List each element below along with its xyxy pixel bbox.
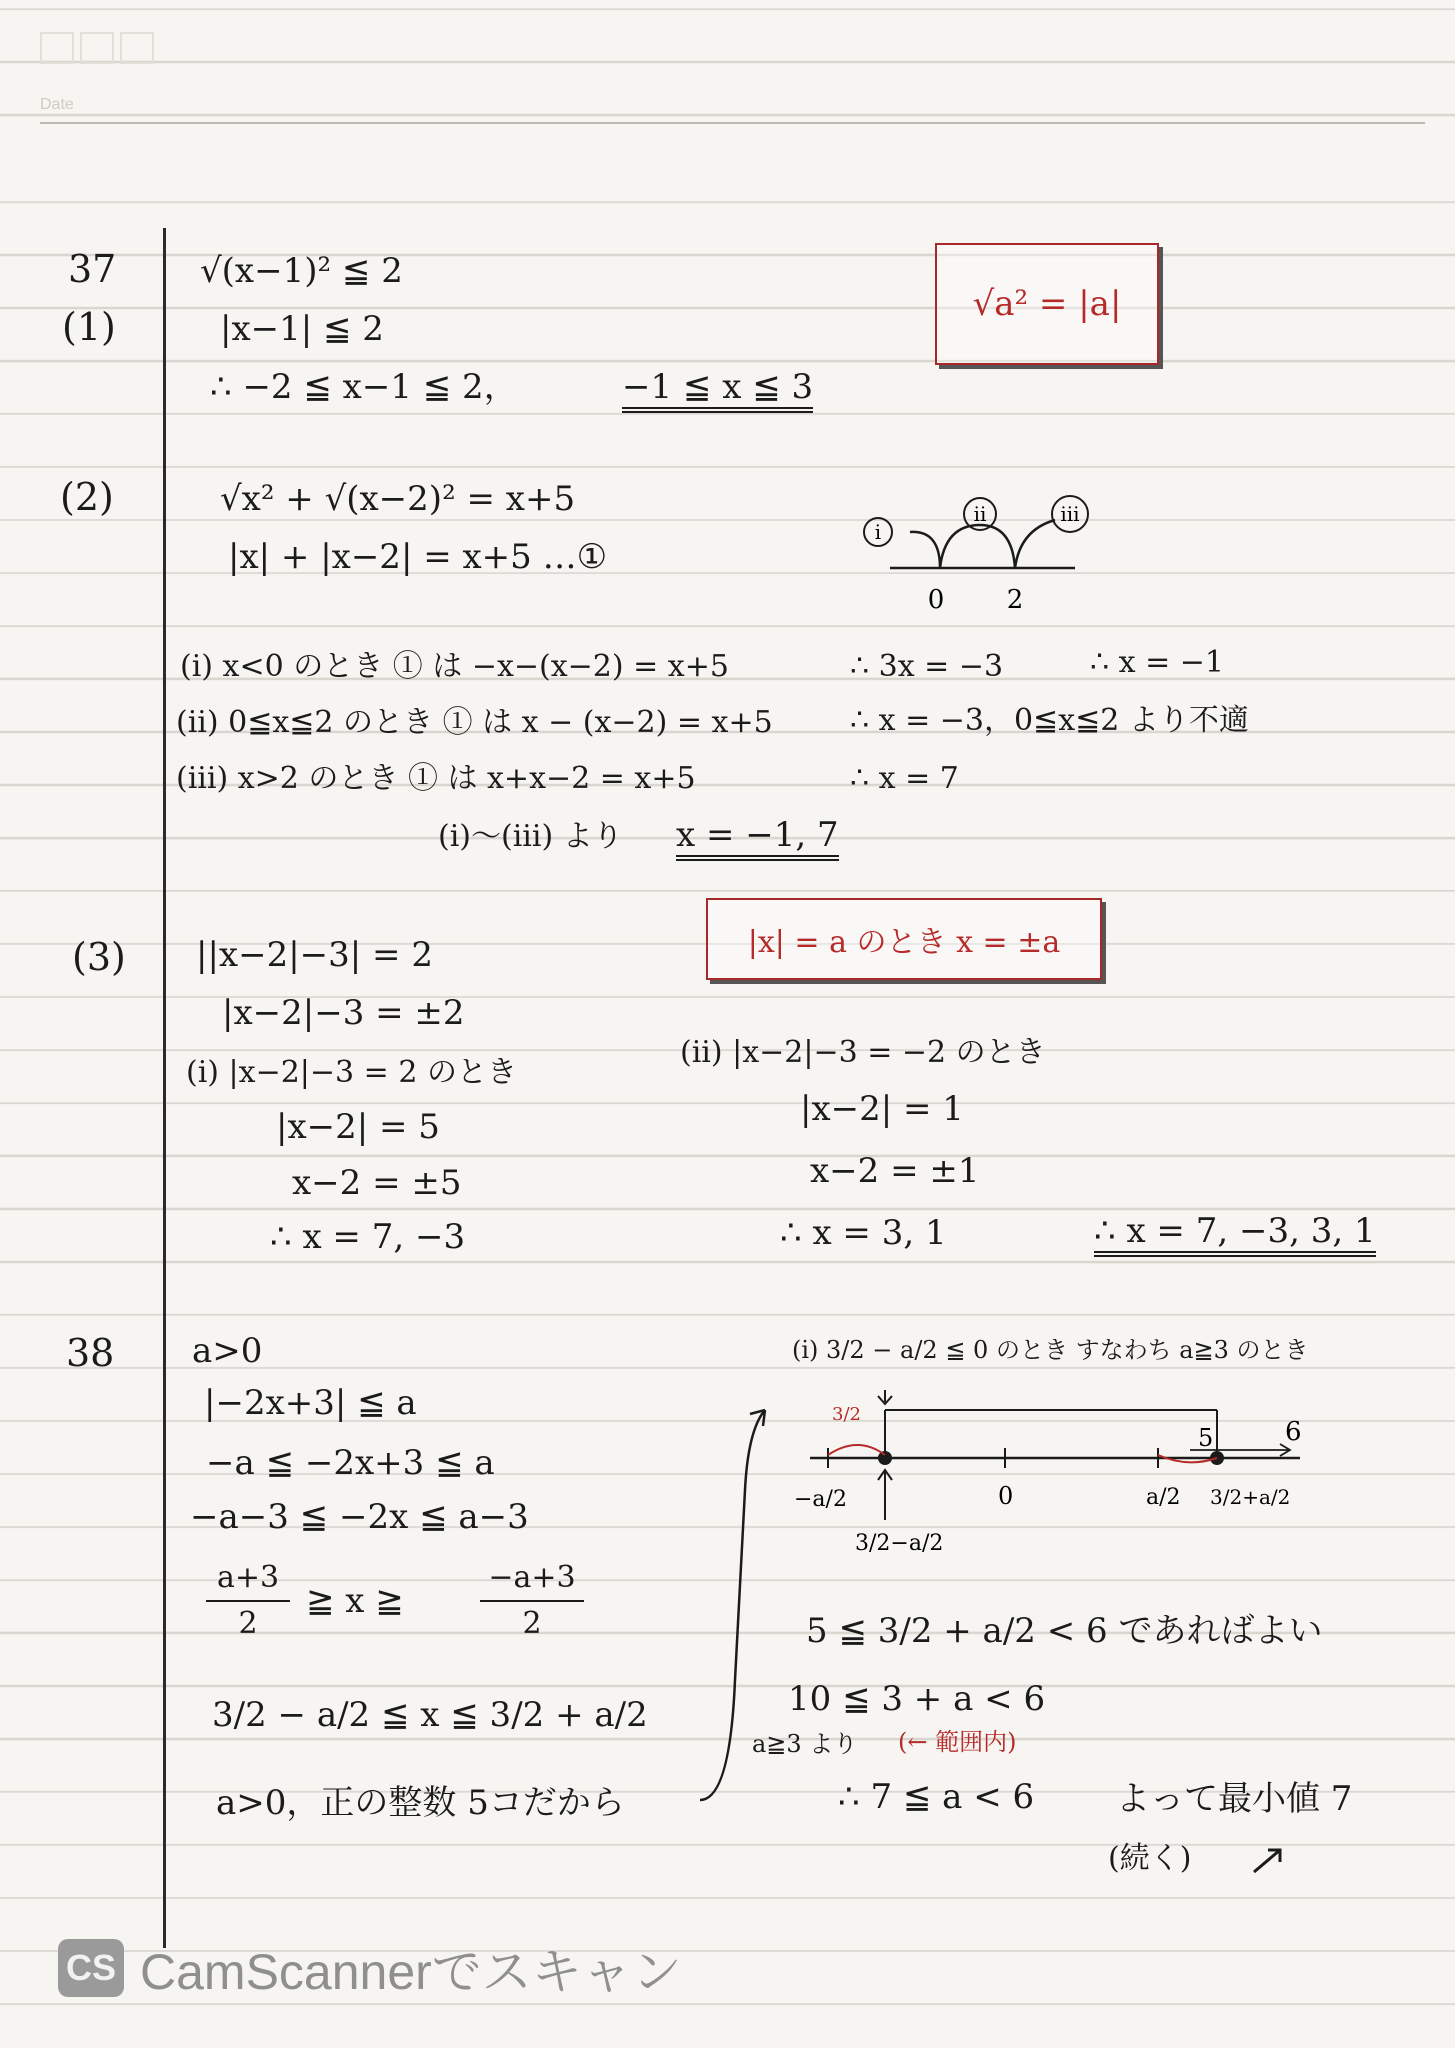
- part-1-label: (1): [62, 305, 116, 349]
- formula-sqrt-text: √a² = |a|: [972, 284, 1122, 324]
- p37-3-cii-2: x−2 = ±1: [810, 1151, 980, 1191]
- p38-line2: |−2x+3| ≦ a: [204, 1383, 417, 1423]
- problem-37-number: 37: [68, 247, 117, 291]
- point-diff: [878, 1451, 892, 1465]
- p37-2-line2: |x| + |x−2| = x+5 …①: [228, 537, 608, 577]
- p38-cond1: 5 ≦ 3/2 + a/2 < 6 であればよい: [806, 1611, 1323, 1651]
- continue-arrow-path: [1254, 1850, 1280, 1872]
- p37-3-cii-1: |x−2| = 1: [800, 1089, 964, 1129]
- case-diagram: [860, 490, 1090, 630]
- problem-38-number: 38: [66, 1331, 115, 1375]
- diagram-arc-2: [940, 525, 1015, 568]
- p38-frac-right-num: −a+3: [480, 1560, 584, 1602]
- p37-2-case3: (iii) x>2 のとき ① は x+x−2 = x+5: [176, 761, 696, 796]
- p38-frac-right-den: 2: [522, 1606, 542, 1641]
- p37-2-case1-r1: ∴ 3x = −3: [850, 649, 1004, 684]
- date-label: Date: [40, 96, 74, 113]
- diagram-arc-1: [910, 532, 940, 568]
- p37-3-ci-2: x−2 = ±5: [292, 1163, 462, 1203]
- p38-line4: −a−3 ≦ −2x ≦ a−3: [190, 1497, 529, 1537]
- diagram-tick-0: 0: [927, 585, 945, 615]
- p37-2-case1-r2: ∴ x = −1: [1090, 645, 1224, 680]
- camscanner-watermark: [58, 1932, 682, 2004]
- part-2-label: (2): [60, 475, 114, 519]
- label-sum: 3/2+a/2: [1210, 1485, 1291, 1509]
- formula-abs-text: |x| = a のとき x = ±a: [747, 925, 1061, 960]
- p37-2-case1: (i) x<0 のとき ① は −x−(x−2) = x+5: [180, 649, 729, 684]
- p37-2-conclusion: (i)〜(iii) より: [438, 819, 623, 854]
- p37-1-line2: |x−1| ≦ 2: [220, 309, 384, 349]
- formula-box-abs: [706, 898, 1102, 980]
- label-six: 6: [1285, 1417, 1302, 1447]
- date-rule: [40, 122, 1425, 124]
- diagram-arc-3: [1015, 520, 1055, 568]
- header-boxes: [40, 32, 154, 64]
- p38-frac-mid: ≧ x ≧: [306, 1581, 404, 1621]
- p38-cond2: 10 ≦ 3 + a < 6: [788, 1679, 1046, 1719]
- watermark-text: CamScannerでスキャン: [140, 1944, 682, 2000]
- p38-fraction-right: [480, 1560, 584, 1642]
- p37-3-cii-head: (ii) |x−2|−3 = −2 のとき: [680, 1035, 1046, 1070]
- number-line: [780, 1400, 1320, 1640]
- p37-3-ci-3: ∴ x = 7, −3: [270, 1217, 466, 1257]
- p38-continued: (続く): [1108, 1841, 1192, 1876]
- formula-box-sqrt: [935, 243, 1159, 365]
- p38-cond3-pre: a≧3 より: [752, 1730, 858, 1758]
- p38-cond3-note: (← 範囲内): [898, 1728, 1017, 1756]
- shift-label: 3/2: [832, 1404, 861, 1425]
- p37-2-line1: √x² + √(x−2)² = x+5: [220, 479, 576, 519]
- p37-2-case3-r1: ∴ x = 7: [850, 761, 959, 796]
- p38-fraction-left: [206, 1560, 290, 1642]
- diagram-case-2: ii: [973, 502, 987, 526]
- label-a2: a/2: [1146, 1485, 1181, 1510]
- p38-line3: −a ≦ −2x+3 ≦ a: [206, 1443, 495, 1483]
- label-diff: 3/2−a/2: [855, 1531, 944, 1556]
- p38-case-head: (i) 3/2 − a/2 ≦ 0 のとき すなわち a≧3 のとき: [792, 1336, 1309, 1364]
- p37-1-line1: √(x−1)² ≦ 2: [200, 251, 403, 291]
- diagram-case-3: iii: [1060, 502, 1080, 526]
- p38-line6: 3/2 − a/2 ≦ x ≦ 3/2 + a/2: [212, 1695, 648, 1735]
- label-zero: 0: [998, 1482, 1014, 1510]
- shift-arc-left: [828, 1445, 885, 1455]
- p38-frac-left-den: 2: [238, 1606, 258, 1641]
- part-3-label: (3): [72, 935, 126, 979]
- p37-1-line3: ∴ −2 ≦ x−1 ≦ 2，: [210, 367, 518, 407]
- p37-2-answer: x = −1, 7: [676, 818, 839, 861]
- arrow-up-diff: [878, 1470, 892, 1520]
- p38-result: よって最小値 7: [1116, 1779, 1353, 1819]
- p37-2-case2-r1: ∴ x = −3，0≦x≦2 より不適: [850, 703, 1249, 738]
- arrow-down-diff: [878, 1390, 892, 1404]
- p37-3-cii-3: ∴ x = 3, 1: [780, 1213, 947, 1253]
- p37-3-answer: ∴ x = 7, −3, 3, 1: [1094, 1214, 1376, 1257]
- p38-line7: a>0，正の整数 5コだから: [216, 1783, 625, 1823]
- p37-2-case2: (ii) 0≦x≦2 のとき ① は x − (x−2) = x+5: [176, 705, 773, 740]
- cs-logo-icon: CS: [58, 1939, 124, 1997]
- p38-cond4: ∴ 7 ≦ a < 6: [838, 1777, 1035, 1817]
- p37-3-line2: |x−2|−3 = ±2: [222, 993, 465, 1033]
- p37-3-line1: ||x−2|−3| = 2: [196, 935, 433, 975]
- p37-3-ci-head: (i) |x−2|−3 = 2 のとき: [186, 1055, 517, 1090]
- p38-frac-left-num: a+3: [206, 1560, 290, 1602]
- margin-line: [163, 228, 166, 1948]
- diagram-tick-2: 2: [1006, 585, 1024, 615]
- continue-arrow-icon: [1250, 1840, 1290, 1880]
- p38-line1: a>0: [192, 1331, 263, 1371]
- p37-3-ci-1: |x−2| = 5: [276, 1107, 440, 1147]
- label-five: 5: [1198, 1424, 1214, 1452]
- diagram-case-1: i: [874, 520, 882, 544]
- label-neg-a2: −a/2: [794, 1487, 847, 1512]
- p37-1-answer: −1 ≦ x ≦ 3: [622, 370, 813, 413]
